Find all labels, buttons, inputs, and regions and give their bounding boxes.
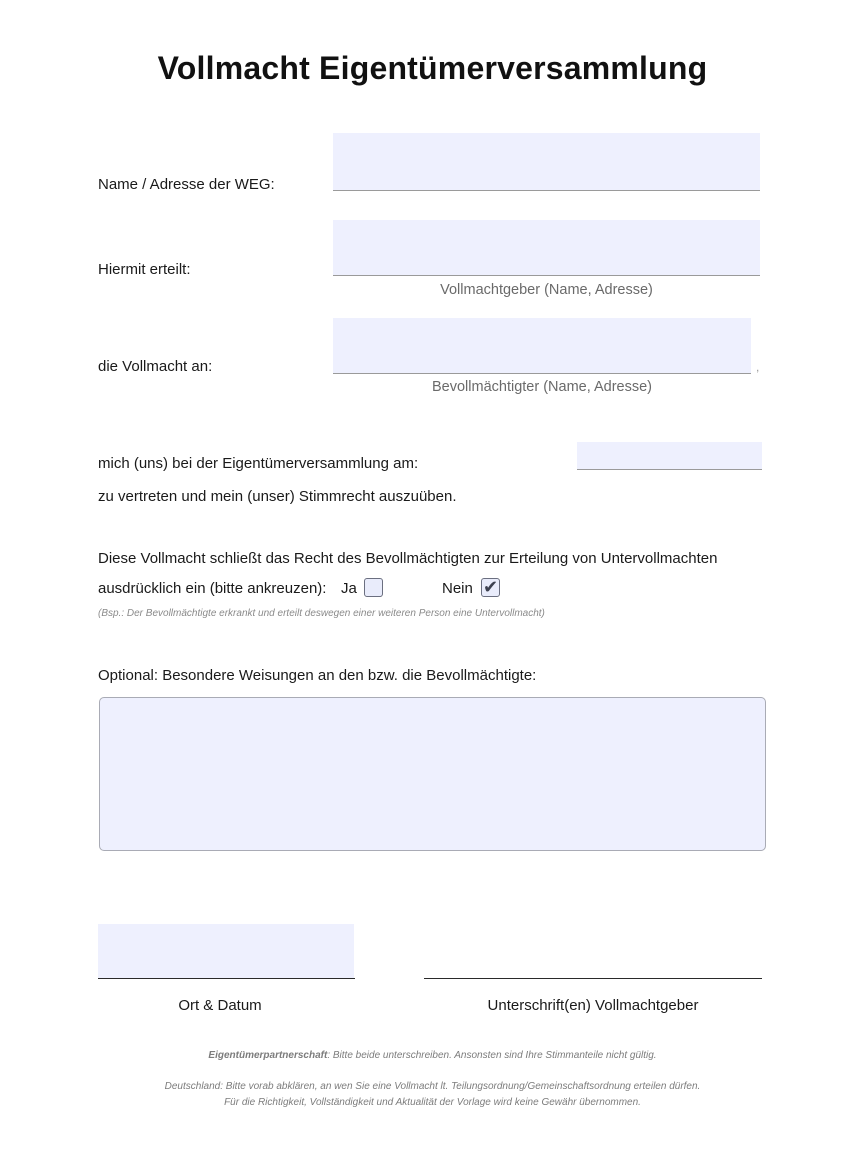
meeting-label: mich (uns) bei der Eigentümerversammlung am: [98,455,419,472]
meeting-date-input[interactable] [577,442,762,469]
agent-trailing-comma: , [756,360,760,374]
place-date-line [98,978,355,979]
footer-line2: Deutschland: Bitte vorab abklären, an wen Sie eine Vollmacht lt. Teilungsordnung/Gemeinschaftsordnung erteilen dürfen. [164,1081,701,1092]
represent-text: zu vertreten und mein (unser) Stimmrecht auszuüben. [98,488,457,505]
subpower-example-note: (Bsp.: Der Bevollmächtigte erkrankt und erteilt deswegen einer weiteren Person eine Untervollmacht) [98,608,545,619]
subpower-line1: Diese Vollmacht schließt das Recht des Bevollmächtigten zur Erteilung von Untervollmachten [98,550,718,567]
footer-line1-bold: Eigentümerpartnerschaft [208,1050,328,1061]
subpower-line2: ausdrücklich ein (bitte ankreuzen): [98,580,327,597]
grantor-underline [333,275,760,276]
signature-label: Unterschrift(en) Vollmachtgeber [487,997,699,1014]
grantor-label: Hiermit erteilt: [98,261,191,278]
footer-line1 [0,1050,865,1061]
agent-input[interactable] [333,318,751,373]
checkmark-icon: ✔ [482,577,499,598]
option-no-label: Nein [442,580,473,597]
agent-hint: Bevollmächtigter (Name, Adresse) [432,379,652,395]
option-no-checkbox[interactable] [481,578,500,597]
weg-label: Name / Adresse der WEG: [98,176,275,193]
footer-line1-rest: : Bitte beide unterschreiben. Ansonsten sind Ihre Stimmanteile nicht gültig. [327,1050,657,1061]
instructions-label: Optional: Besondere Weisungen an den bzw. die Bevollmächtigte: [98,667,537,684]
instructions-textarea[interactable] [99,697,766,851]
grantor-hint: Vollmachtgeber (Name, Adresse) [440,282,653,298]
option-yes-checkbox[interactable] [364,578,383,597]
option-yes-label: Ja [341,580,357,597]
weg-underline [333,190,760,191]
meeting-date-underline [577,469,762,470]
weg-input[interactable] [333,133,760,190]
agent-underline [333,373,751,374]
footer-line3: Für die Richtigkeit, Vollständigkeit und Aktualität der Vorlage wird keine Gewähr übernommen. [224,1097,641,1108]
agent-label: die Vollmacht an: [98,358,213,375]
document-title: Vollmacht Eigentümerversammlung [157,50,708,86]
grantor-input[interactable] [333,220,760,275]
place-date-label: Ort & Datum [178,997,262,1014]
place-date-input[interactable] [98,924,354,978]
signature-line [424,978,762,979]
